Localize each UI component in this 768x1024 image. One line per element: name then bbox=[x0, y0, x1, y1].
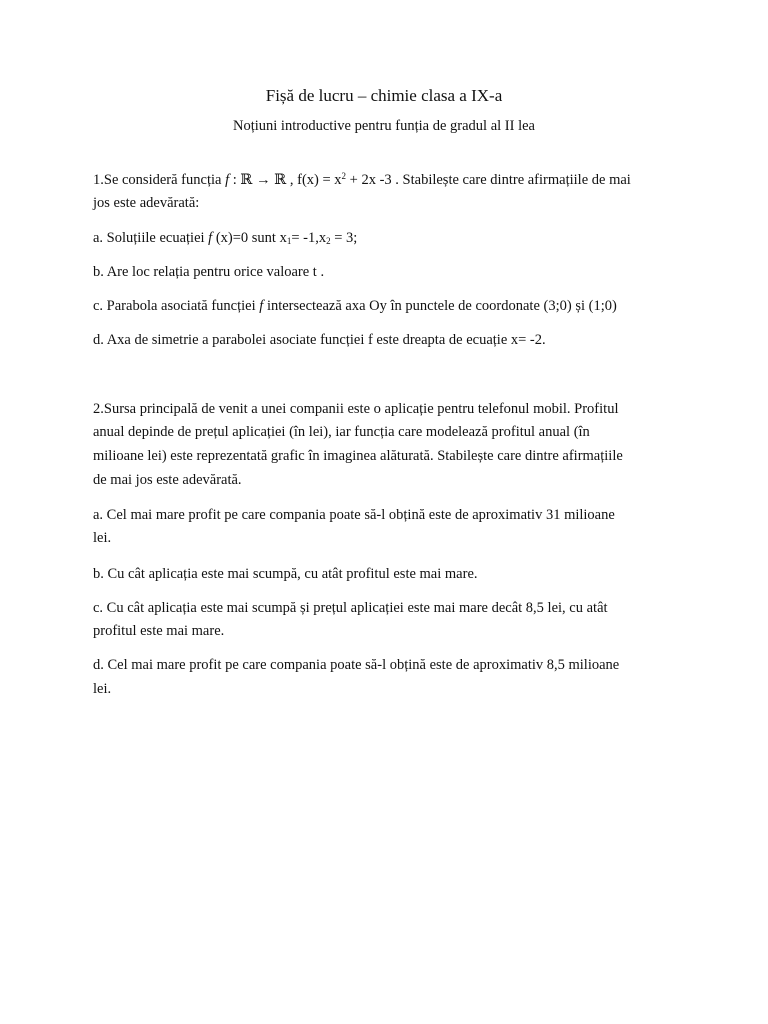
q1-stem-line1 bbox=[93, 172, 631, 189]
q1-option-a-sub1: 1 bbox=[286, 236, 292, 246]
q2-option-d-line2: lei. bbox=[93, 681, 112, 697]
q1-exponent: 2 bbox=[341, 171, 347, 181]
q1-option-a bbox=[93, 230, 357, 247]
q1-stem-line2: jos este adevărată: bbox=[93, 195, 200, 211]
q1-option-c bbox=[93, 298, 617, 315]
q2-option-a-line1: a. Cel mai mare profit pe care compania poate să-l obțină este de aproximativ 31 milioane bbox=[93, 507, 615, 523]
q1-stem-part-b: : ℝ → ℝ , f(x) = x bbox=[229, 172, 342, 188]
q1-option-c-part2: intersectează axa Oy în punctele de coordonate (3;0) și (1;0) bbox=[263, 298, 617, 314]
q2-option-c-line1: c. Cu cât aplicația este mai scumpă și prețul aplicației este mai mare decât 8,5 lei, cu atât bbox=[93, 600, 608, 616]
q1-option-a-part1: a. Soluțiile ecuației bbox=[93, 230, 209, 246]
q1-option-d: d. Axa de simetrie a parabolei asociate funcției f este dreapta de ecuație x= -2. bbox=[93, 332, 546, 348]
q2-option-b: b. Cu cât aplicația este mai scumpă, cu atât profitul este mai mare. bbox=[93, 566, 478, 582]
q2-option-c-line2: profitul este mai mare. bbox=[93, 623, 225, 639]
q1-option-c-part1: c. Parabola asociată funcției bbox=[93, 298, 260, 314]
q2-option-a-line2: lei. bbox=[93, 530, 112, 546]
q1-option-b: b. Are loc relația pentru orice valoare t . bbox=[93, 264, 325, 280]
q2-stem-line3: milioane lei) este reprezentată grafic în imaginea alăturată. Stabilește care dintre afirmațiile bbox=[93, 448, 623, 464]
q2-option-d-line1: d. Cel mai mare profit pe care compania poate să-l obțină este de aproximativ 8,5 milioane bbox=[93, 657, 620, 673]
q1-option-a-function: f bbox=[208, 230, 213, 246]
page-title: Fișă de lucru – chimie clasa a IX-a bbox=[265, 86, 503, 105]
q1-option-a-part4: = 3; bbox=[330, 230, 358, 246]
q1-option-a-part3: = -1,x bbox=[291, 230, 327, 246]
q1-option-c-function: f bbox=[259, 298, 264, 314]
page-subtitle: Noțiuni introductive pentru funția de gradul al II lea bbox=[233, 118, 535, 134]
q2-stem-line2: anual depinde de prețul aplicației (în lei), iar funcția care modelează profitul anual (în bbox=[93, 424, 590, 440]
q1-function-symbol: f bbox=[225, 172, 230, 188]
q1-stem-part-a: 1.Se consideră funcția bbox=[93, 172, 226, 188]
q1-option-a-sub2: 2 bbox=[326, 236, 331, 246]
q1-stem-part-c: + 2x -3 . Stabilește care dintre afirmațiile de mai bbox=[346, 172, 631, 188]
q1-option-a-part2: (x)=0 sunt x bbox=[212, 230, 287, 246]
q2-stem-line4: de mai jos este adevărată. bbox=[93, 472, 242, 488]
q2-stem-line1: 2.Sursa principală de venit a unei companii este o aplicație pentru telefonul mobil. Profitul bbox=[93, 401, 619, 417]
